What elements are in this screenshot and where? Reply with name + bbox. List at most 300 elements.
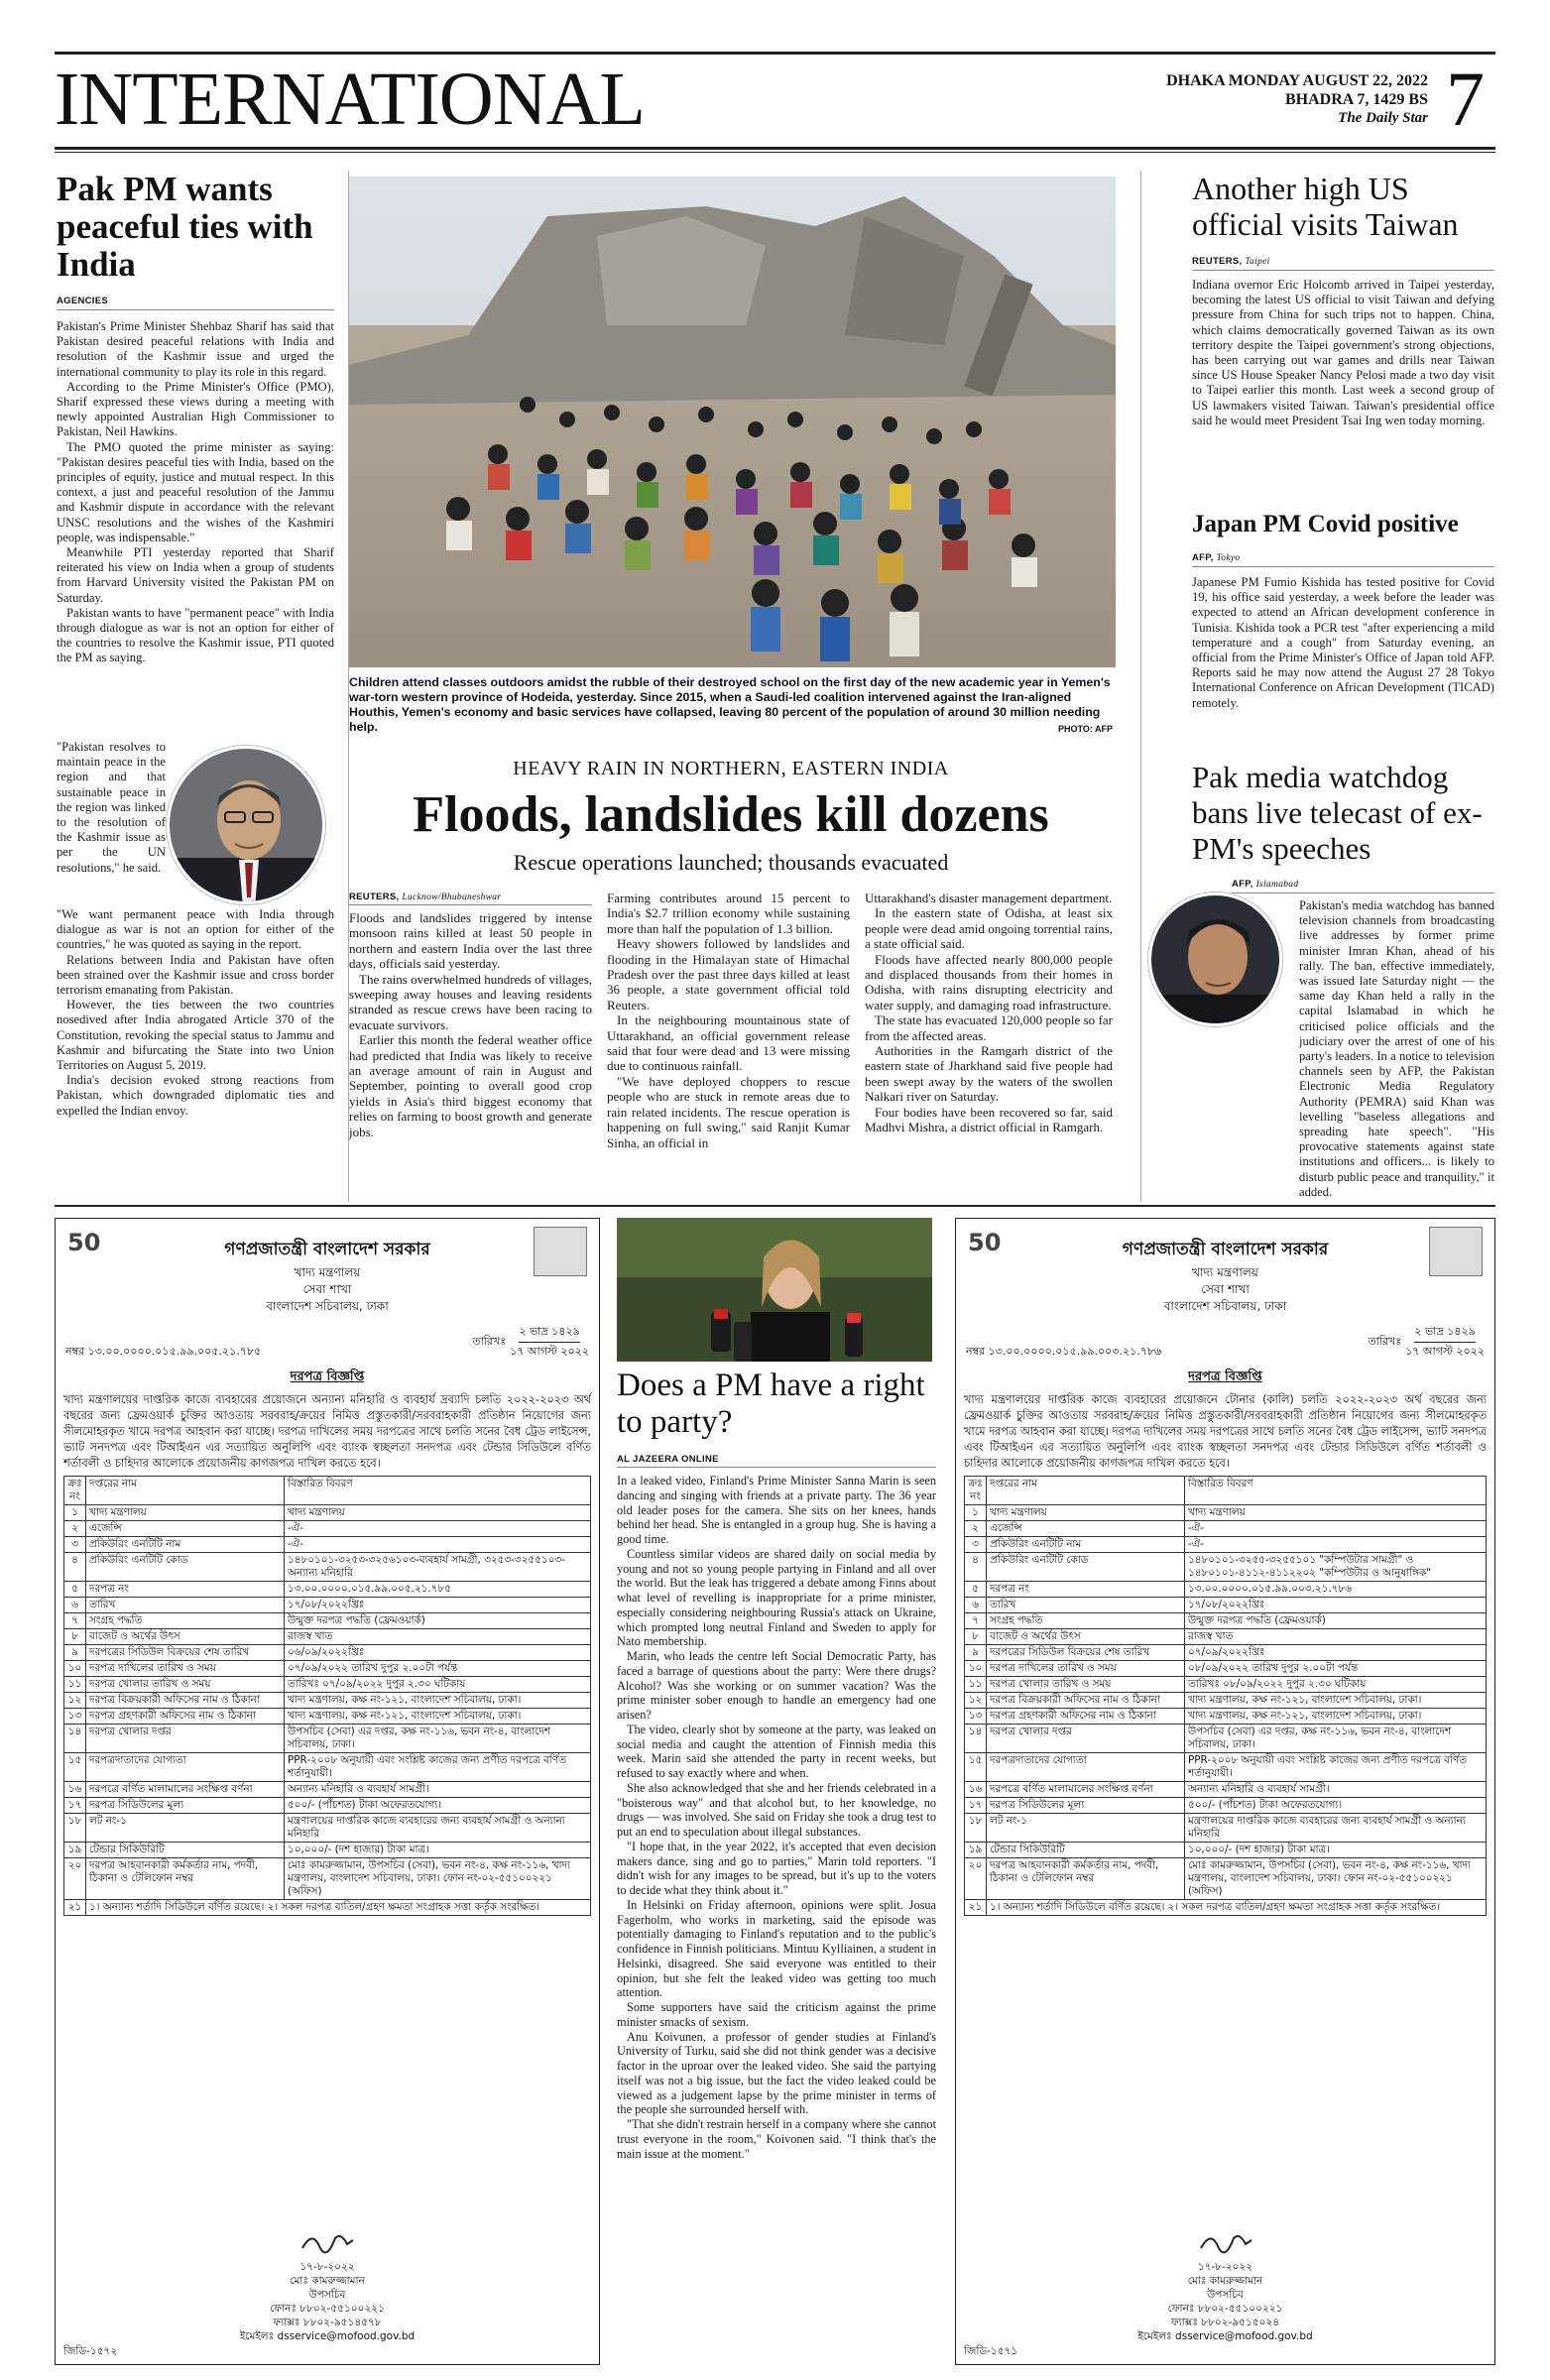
floods-paragraph: "We have deployed choppers to rescue people who are stuck in remote areas due to rain related incidents. The rescue operation is happening on full swing," said Ranjit Kumar Sinha, an official in [607,1073,850,1150]
row-number: ৯ [965,1645,987,1661]
row-item: প্রকিউরিং এনটিটি কোড [987,1553,1185,1582]
table-row [64,1645,591,1661]
table-row [965,1693,1487,1709]
finland-paragraph: In Helsinki on Friday afternoon, opinions were split. Josua Fagerholm, who works in marketing, said the episode was potentially damaging to Finland's reputation and to the public's confidence in Finnish politicians. Mintuu Kylliainen, a student in Helsinki, disagreed. She said everyone was entitled to their opinion, but she felt the leaked video was getting too much attention. [617,1897,936,2000]
branch-name: সেবা শাখা [1201,1282,1250,1296]
pak-pm-headline: Pak PM wants peaceful ties with India [57,170,313,284]
row-item: দরপত্র আহবানকারী কর্মকর্তার নাম, পদবী, ঠিকানা ও টেলিফোন নম্বর [987,1858,1185,1900]
japan-paragraph: Japanese PM Fumio Kishida has tested positive for Covid 19, his office said yesterday, a week before the leader was expected to attend an African development conference in Tunisia. Kishida took a PCR test "after experiencing a mild temperature and a cough" from Saturday evening, an official from the Prime Minister's Office of Japan told AFP. Reports said he may now attend the August 27 28 Tokyo International Conference on African Development (TICAD) remotely. [1192,575,1494,710]
tender-table [964,1476,1487,1916]
header-no: ক্রঃ নং [965,1477,987,1505]
photo-credit: PHOTO: AFP [1057,724,1113,734]
portrait-image [1151,895,1282,1026]
notice-intro: খাদ্য মন্ত্রণালয়ের দাপ্তরিক কাজে ব্যবহারের প্রয়োজনে টোনার (কালি) চলতি ২০২২-২০২৩ অর্থ বছরের জন্য ফ্রেমওয়ার্ক চুক্তির আওতায় সরবরাহ/ক্রয়ের নিমিত্ত প্রস্তুতকারী/সরবরাহকারী প্রতিষ্ঠান নিয়োগের জন্য সীলমোহরকৃত খামে দরপত্র আহবান করা যাচ্ছে। দরপত্র দাখিলের সময় দরপত্রের সাথে চলতি সনের বৈধ ট্রেড লাইসেন্স, ভ্যাট সনদপত্র এবং টিআইএন এর সত্যায়িত অনুলিপি এবং ব্যাংক স্বচ্ছলতা সনদপত্র এবং টেন্ডার সিডিউলে বর্ণিত শর্তাবলী ও চাহিদার আলোকে প্রয়োজনীয় কাগজপত্র দাখিল করতে হবে। [964,1393,1487,1470]
finland-paragraph: Countless similar videos are shared daily on social media by young and not so young people partying in Finland and all over the world. But the leak has triggered a debate among Finns about what level of revelling is inappropriate for a prime minister, especially considering neighbouring Russia's attack on Ukraine, which prompted long neutral Finland and Sweden to apply for Nato membership. [617,1546,936,1649]
paper-logo: The Daily Star [1338,110,1428,126]
government-title: গণপ্রজাতন্ত্রী বাংলাদেশ সরকার [224,1240,430,1259]
row-detail: মোঃ কামরুজ্জামান, উপসচিব (সেবা), ভবন নং-৪, কক্ষ নং-১১৬, খাদ্য মন্ত্রণালয়, বাংলাদেশ সচিবালয়, ঢাকা। ফোন নং-০২-৫৫১০০২২১ (অফিস) [1185,1858,1487,1900]
row-item: টেন্ডার সিকিউরিটি [86,1843,285,1858]
row-item: এজেন্সি [86,1521,285,1537]
row-item: বাজেট ও অর্থের উৎস [86,1629,285,1645]
byline-rule [617,1467,936,1468]
table-row [965,1598,1487,1613]
mujib-portrait [534,1227,587,1276]
floods-paragraph: Four bodies have been recovered so far, said Madhvi Mishra, a district official in Ramgarh. [865,1104,1113,1135]
row-detail: খাদ্য মন্ত্রণালয়, কক্ষ নং-১২১, বাংলাদেশ সচিবালয়, ঢাকা। [285,1693,591,1709]
tender-notice-left [55,1218,600,2365]
ministry-name: খাদ্য মন্ত্রণালয় [294,1265,361,1279]
table-row [64,1709,591,1725]
row-detail: -ঐ- [285,1537,591,1553]
table-row [965,1814,1487,1843]
row-item: দরপত্র খোলার দপ্তর [86,1725,285,1753]
office-address: বাংলাদেশ সচিবালয়, ঢাকা [266,1299,389,1313]
row-detail: ১০,০০০/- (দশ হাজার) টাকা মাত্র। [1185,1843,1487,1858]
pak-pm-paragraph: "We want permanent peace with India through dialogue as war is not an option for either of the countries," he was quoted as saying in the report. [57,907,334,952]
row-detail: খাদ্য মন্ত্রণালয়, কক্ষ নং-১২১, বাংলাদেশ সচিবালয়, ঢাকা। [1185,1693,1487,1709]
row-number: ১০ [64,1661,86,1677]
row-item: তারিখ [987,1598,1185,1613]
row-number: ১৭ [965,1798,987,1814]
row-detail: ১৪৮০১০১-৩২৫৫-৩২৫৫১০১ "কম্পিউটার সামগ্রী" ও ১৪৮০১০১-৪১১২-৪১১২২০২ "কম্পিউটার ও আনুষাঙ্গিক" [1185,1553,1487,1582]
table-row [965,1782,1487,1798]
row-number: ৮ [965,1629,987,1645]
yemen-caption: Children attend classes outdoors amidst the rubble of their destroyed school on the first day of the new academic year in Yemen's war-torn western province of Hodeida, yesterday. Since 2015, when a Saudi-led coalition intervened against the Iran-aligned Houthis, Yemen's economy and basic services have collapsed, leaving 80 percent of the population of around 30 million needing help. [349,675,1111,734]
row-number: ১৩ [965,1709,987,1725]
row-number: ২০ [965,1858,987,1900]
floods-paragraph: In the neighbouring mountainous state of Uttarakhand, an official government release said that four were dead and 13 were missing due to continuous rainfall. [607,1012,850,1074]
table-row [965,1629,1487,1645]
row-item: দরপত্র খোলার তারিখ ও সময় [987,1677,1185,1693]
floods-agency: REUTERS, [349,892,400,902]
table-row [965,1521,1487,1537]
floods-dateline: Lucknow/Bhubaneshwar [402,892,502,902]
row-detail: মন্ত্রণালয়ের দাপ্তরিক কাজে ব্যবহারের জন্য ব্যবহার্য সামগ্রী ও অন্যান্য মনিহারি [1185,1814,1487,1843]
notice-title: দরপত্র বিজ্ঞপ্তি [290,1369,365,1384]
row-detail: ০৭/০৯/২০২২ তারিখ দুপুর ২.০০টা পর্যন্ত [285,1661,591,1677]
row-number: ৯ [64,1645,86,1661]
signature-block [956,2228,1494,2343]
row-item: দরপত্রের সিডিউল বিক্রয়ের শেষ তারিখ [987,1645,1185,1661]
table-row [64,1843,591,1858]
table-row [64,1677,591,1693]
row-item: খাদ্য মন্ত্রণালয় [987,1505,1185,1521]
sanna-marin-photo [617,1218,932,1362]
row-number: ২০ [64,1858,86,1900]
memo-number: নম্বর ১৩.০০.০০০০.০১৫.৯৯.০০৩.২১.৭৮৬ [966,1345,1162,1358]
dateline-date: DHAKA MONDAY AUGUST 22, 2022 [1166,72,1428,89]
pak-pm-byline: AGENCIES [57,296,109,306]
header-detail: বিস্তারিত বিবরণ [285,1477,591,1505]
row-item: ১। অন্যান্য শর্তাদি সিডিউলে বর্ণিত রয়েছে। ২। সকল দরপত্র বাতিল/গ্রহণ ক্ষমতা সংগ্রাহক সত্তা কর্তৃক সংরক্ষিত। [987,1900,1487,1916]
row-number: ৫ [64,1582,86,1598]
office-address: বাংলাদেশ সচিবালয়, ঢাকা [1163,1299,1287,1313]
table-row [64,1725,591,1753]
date-bengali: ২ ভাদ্র ১৪২৯ [519,1323,579,1343]
finland-paragraph: Marin, who leads the centre left Social Democratic Party, has faced a barrage of questions about the party: Were there drugs? Alcohol? Was she working or on summer vacation? Was the prime minister sober enough to handle an emergency had one arisen? [617,1649,936,1722]
japan-byline [1192,552,1240,563]
yemen-school-photo [349,177,1116,667]
table-row [64,1582,591,1598]
row-detail: অন্যান্য মনিহারি ও ব্যবহার্য সামগ্রী। [285,1782,591,1798]
pak-pm-paragraph: Pakistan wants to have "permanent peace" with India through dialogue as war is not an option for either of the countries to resolve the Kashmir issue, PTI quoted the PM as saying. [57,605,334,665]
row-number: ১ [965,1505,987,1521]
row-item: লট নং-১ [987,1814,1185,1843]
masthead-rule [55,147,1495,150]
row-number: ১৯ [965,1843,987,1858]
row-item: দরপত্র গ্রহণকারী অফিসের নাম ও ঠিকানা [86,1709,285,1725]
row-item: এজেন্সি [987,1521,1185,1537]
row-item: দরপত্রের সিডিউল বিক্রয়ের শেষ তারিখ [86,1645,285,1661]
finland-paragraph: The video, clearly shot by someone at the party, was leaked on social media and caught the attention of Finnish media this week. Marin said she attended the party in recent weeks, but refused to say exactly where and when. [617,1722,936,1780]
row-detail: উপসচিব (সেবা) এর দপ্তর, কক্ষ নং-১১৬, ভবন নং-৪, বাংলাদেশ সচিবালয়, ঢাকা। [1185,1725,1487,1753]
row-item: দরপত্র দাখিলের তারিখ ও সময় [86,1661,285,1677]
pemra-body [1299,898,1494,1200]
row-detail: ১৪৮০১০১-৩২৫৩-৩২৫৬১০৩-ব্যবহার্য সামগ্রী, ৩২৫৩-৩২৫৫১০৩-অন্যান্য মনিহারি [285,1553,591,1582]
finland-paragraph: Some supporters have said the criticism against the prime minister smacks of sexism. [617,2000,936,2029]
table-row [64,1858,591,1900]
pak-pm-paragraph: However, the ties between the two countries nosedived after India abrogated Article 370 of the Constitution, revoking the special status to Jammu and Kashmir and bifurcating the State into two Union Territories on August 5, 2019. [57,998,334,1073]
table-row [965,1709,1487,1725]
photo-image [349,177,1116,667]
table-row [64,1613,591,1629]
jubilee-logo: 50 [968,1229,1002,1256]
signature-block [56,2228,599,2343]
japan-dateline: Tokyo [1216,553,1241,563]
header-item: দপ্তরের নাম [987,1477,1185,1505]
pemra-agency: AFP, [1232,879,1253,890]
row-detail: ১৩.০০.০০০০.০১৫.৯৯.০০৩.২১.৭৮৬ [1185,1582,1487,1598]
pak-pm-body [57,319,334,666]
tender-table [63,1476,591,1916]
date-english: ১৭ আগস্ট ২০২২ [1405,1345,1485,1358]
byline-rule [1192,270,1494,271]
table-row [64,1900,591,1916]
tender-notice-right [955,1218,1495,2365]
taiwan-byline [1192,256,1270,267]
row-item: দরপত্র দাখিলের তারিখ ও সময় [987,1661,1185,1677]
header-detail: বিস্তারিত বিবরণ [1185,1477,1487,1505]
table-row [965,1613,1487,1629]
table-row [64,1505,591,1521]
table-row [64,1753,591,1782]
pak-pm-paragraph: Pakistan's Prime Minister Shehbaz Sharif has said that Pakistan desired peaceful relations with India and resolution of the Kashmir issue and urged the international community to play its role in this regard. [57,319,334,379]
signatory-phone: ফোনঃ ৮৮০২-৫৫১০০২২১ [1167,2303,1283,2315]
date-bengali: ২ ভাদ্র ১৪২৯ [1414,1323,1475,1343]
row-item: বাজেট ও অর্থের উৎস [987,1629,1185,1645]
row-number: ১৮ [965,1814,987,1843]
row-number: ১৪ [64,1725,86,1753]
row-detail: ১০,০০০/- (দশ হাজার) টাকা মাত্র। [285,1843,591,1858]
byline-rule [1192,566,1494,567]
masthead-rule-thin [55,152,1495,153]
pemra-dateline: Islamabad [1255,880,1299,890]
signatory-title: উপসচিব [1207,2289,1244,2301]
row-number: ১৫ [64,1753,86,1782]
floods-paragraph: Uttarakhand's disaster management department. [865,891,1113,905]
signature-image [1196,2228,1255,2256]
table-row [965,1858,1487,1900]
pak-pm-body-cont [57,907,334,1119]
row-detail: PPR-২০০৮ অনুযায়ী এবং সংশ্লিষ্ট কাজের জন্য প্রণীত দরপত্রে বর্ণিত শর্তানুযায়ী। [285,1753,591,1782]
row-detail: -ঐ- [285,1521,591,1537]
row-item: দরপত্রে বর্ণিত মালামালের সংক্ষিপ্ত বর্ণনা [86,1782,285,1798]
row-number: ২১ [64,1900,86,1916]
row-item: দরপত্র বিক্রয়কারী অফিসের নাম ও ঠিকানা [987,1693,1185,1709]
row-detail: মোঃ কামরুজ্জামান, উপসচিব (সেবা), ভবন নং-৪, কক্ষ নং-১১৬, খাদ্য মন্ত্রণালয়, বাংলাদেশ সচিবালয়, ঢাকা। ফোন নং-০২-৫৫১০০২২১ (অফিস) [285,1858,591,1900]
floods-paragraph: Earlier this month the federal weather office had predicted that India was likely to receive an average amount of rain in August and September, pointing to overall good crop yields in Asia's third biggest economy that relies on farming to boost growth and generate jobs. [349,1032,592,1139]
row-number: ১৪ [965,1725,987,1753]
memo-line [56,1323,599,1362]
row-detail: উপসচিব (সেবা) এর দপ্তর, কক্ষ নং-১১৬, ভবন নং-৪, বাংলাদেশ সচিবালয়, ঢাকা। [285,1725,591,1753]
row-number: ১৬ [64,1782,86,1798]
floods-col-3 [865,891,1113,1135]
finland-headline: Does a PM have a right to party? [617,1368,925,1440]
byline-rule [349,904,592,905]
shehbaz-sharif-photo [167,746,325,904]
finland-paragraph: "I hope that, in the year 2022, it's accepted that even decision makers dance, sing and go to parties," Marin told reporters. "I didn't wish for any images to be spread, but it's up to the voters to decide what they think about it." [617,1839,936,1897]
row-item: দরপত্রদাতাদের যোগ্যতা [987,1753,1185,1782]
floods-paragraph: The rains overwhelmed hundreds of villages, sweeping away houses and leaving residents stranded as rescue crews have been racing to evacuate survivors. [349,971,592,1032]
row-number: ৬ [64,1598,86,1613]
floods-paragraph: Authorities in the Ramgarh district of the eastern state of Jharkhand said five people had been swept away by the waters of the swollen Nalkari river on Saturday. [865,1043,1113,1105]
row-number: ৪ [64,1553,86,1582]
row-number: ৫ [965,1582,987,1598]
pemra-byline [1232,879,1298,890]
gd-code: জিডি-১৫৭১ [964,2345,1018,2357]
table-row [64,1782,591,1798]
row-number: ১১ [64,1677,86,1693]
floods-kicker: HEAVY RAIN IN NORTHERN, EASTERN INDIA [513,758,949,779]
table-header [965,1477,1487,1505]
row-detail: ০৮/০৯/২০২২ তারিখ দুপুর ২.০০টা পর্যন্ত [1185,1661,1487,1677]
pak-pm-body-wrap [57,740,166,876]
row-number: ২১ [965,1900,987,1916]
section-title: INTERNATIONAL [55,58,645,141]
table-row [965,1645,1487,1661]
row-number: ১ [64,1505,86,1521]
finland-paragraph: She also acknowledged that she and her friends celebrated in a "boisterous way" and that alcohol but, to her knowledge, no drugs — was involved. She said on Friday she took a drug test to put an end to speculation about illegal substances. [617,1780,936,1839]
notice-title: দরপত্র বিজ্ঞপ্তি [1188,1369,1262,1384]
row-number: ৭ [64,1613,86,1629]
table-row [64,1521,591,1537]
floods-col-1 [349,910,592,1139]
row-number: ১৭ [64,1798,86,1814]
date-label: তারিখঃ [472,1335,507,1348]
signatory-fax: ফ্যাক্সঃ ৮৮০২-৯৫১৪৫৭৮ [273,2317,382,2328]
notice-intro: খাদ্য মন্ত্রণালয়ের দাপ্তরিক কাজে ব্যবহারের প্রয়োজনে অন্যান্য মনিহারি ও ব্যবহার্য দ্রব্যাদি চলতি ২০২২-২০২৩ অর্থ বছরের জন্য ফ্রেমওয়ার্ক চুক্তির আওতায় সরবরাহ/ক্রয়ের নিমিত্ত প্রস্তুতকারী/সরবরাহকারী প্রতিষ্ঠান নিয়োগের জন্য সীলমোহরকৃত খামে দরপত্র আহবান করা যাচ্ছে। দরপত্র দাখিলের সময় দরপত্রের সাথে চলতি সনের বৈধ ট্রেড লাইসেন্স, ভ্যাট সনদপত্র এবং টিআইএন এর সত্যায়িত অনুলিপি এবং ব্যাংক স্বচ্ছলতা সনদপত্র এবং টেন্ডার সিডিউলে বর্ণিত শর্তাবলী ও চাহিদার আলোকে প্রয়োজনীয় কাগজপত্র দাখিল করতে হবে। [63,1393,591,1470]
row-item: দরপত্র নং [86,1582,285,1598]
taiwan-agency: REUTERS, [1192,256,1243,267]
row-item: তারিখ [86,1598,285,1613]
mujib-portrait [1429,1227,1483,1276]
table-row [965,1753,1487,1782]
row-detail: খাদ্য মন্ত্রণালয় [285,1505,591,1521]
floods-deck: Rescue operations launched; thousands evacuated [513,850,949,875]
signatory-name: মোঃ কামরুজ্জামান [290,2275,365,2287]
row-detail: ১৭/০৮/২০২২খ্রিঃ [1185,1598,1487,1613]
row-detail: উন্মুক্ত দরপত্র পদ্ধতি (ফ্রেমওয়ার্ক) [1185,1613,1487,1629]
taiwan-paragraph: Indiana overnor Eric Holcomb arrived in Taipei yesterday, becoming the latest US official to visit Taiwan and defying pressure from China for such trips not to happen. China, which claims democratically governed Taiwan as its own territory despite the Taipei government's strong objections, has been carrying out war games and drills near Taiwan since US House Speaker Nancy Pelosi made a two day visit to Taipei earlier this month. Last week a second group of US lawmakers visited Taiwan. Taiwan's presidential office said he would meet President Tsai Ing wen today morning. [1192,278,1494,427]
row-item: সংগ্রহ পদ্ধতি [86,1613,285,1629]
table-row [64,1553,591,1582]
gd-code: জিডি-১৫৭২ [63,2345,118,2357]
finland-paragraph: Anu Koivunen, a professor of gender studies at Finland's University of Turku, said she did not think gender was a decisive factor in the uproar over the leaked video. She said the partying itself was not a big issue, but the fact the video leaked could be viewed as a judgement lapse by the prime minister in terms of the people she surrounded herself with. [617,2029,936,2117]
pak-pm-paragraph: Relations between India and Pakistan have often been strained over the Kashmir issue and cross border terrorism emanating from Pakistan. [57,952,334,998]
floods-headline: Floods, landslides kill dozens [413,786,1049,843]
pemra-headline: Pak media watchdog bans live telecast of ex-PM's speeches [1192,760,1483,866]
pak-pm-paragraph: According to the Prime Minister's Office (PMO), Sharif expressed these views during a meeting with newly appointed Australian High Commissioner to Pakistan, Neil Hawkins. [57,379,334,439]
row-detail: ০৭/০৯/২০২২খ্রিঃ [1185,1645,1487,1661]
memo-line [956,1323,1494,1362]
row-number: ১৬ [965,1782,987,1798]
top-rule [55,52,1495,55]
row-detail: ৫০০/- (পাঁচশত) টাকা অফেরতযোগ্য। [1185,1798,1487,1814]
row-number: ৬ [965,1598,987,1613]
memo-number: নম্বর ১৩.০০.০০০০.০১৫.৯৯.০০৫.২১.৭৮৫ [65,1345,262,1358]
row-detail: ১৩.০০.০০০০.০১৫.৯৯.০০৫.২১.৭৮৫ [285,1582,591,1598]
row-detail: PPR-২০০৮ অনুযায়ী এবং সংশ্লিষ্ট কাজের জন্য প্রণীত দরপত্রে বর্ণিত শর্তানুযায়ী। [1185,1753,1487,1782]
signatory-title: উপসচিব [308,2289,346,2301]
date-english: ১৭ আগস্ট ২০২২ [510,1345,589,1358]
row-item: দরপত্র বিক্রয়কারী অফিসের নাম ও ঠিকানা [86,1693,285,1709]
floods-byline [349,892,501,902]
row-number: ২ [965,1521,987,1537]
japan-body [1192,575,1494,711]
row-detail: রাজস্ব খাত [1185,1629,1487,1645]
row-number: ১১ [965,1677,987,1693]
finland-paragraph: In a leaked video, Finland's Prime Minister Sanna Marin is seen dancing and singing with friends at a private party. The 36 year old leader poses for the camera. She sits on her knees, hands behind her head. She is entangled in a group hug. She is having a good time. [617,1474,936,1546]
floods-paragraph: Floods and landslides triggered by intense monsoon rains killed at least 50 people in northern and eastern India over the last three days, officials said yesterday. [349,910,592,972]
taiwan-dateline: Taipei [1245,257,1270,267]
dateline-bengali: BHADRA 7, 1429 BS [1284,91,1428,108]
photo-image [617,1218,932,1362]
row-number: ১০ [965,1661,987,1677]
floods-paragraph: Floods have affected nearly 800,000 people and displaced thousands from their homes in Odisha, with rains disrupting electricity and water supply, and damaging road infrastructure. [865,951,1113,1012]
row-number: ১৯ [64,1843,86,1858]
row-number: ২ [64,1521,86,1537]
table-row [64,1693,591,1709]
floods-paragraph: The state has evacuated 120,000 people so far from the affected areas. [865,1012,1113,1043]
row-detail: খাদ্য মন্ত্রণালয়, কক্ষ নং-১২১, বাংলাদেশ সচিবালয়, ঢাকা। [1185,1709,1487,1725]
row-item: ১। অন্যান্য শর্তাদি সিডিউলে বর্ণিত রয়েছে। ২। সকল দরপত্র বাতিল/গ্রহণ ক্ষমতা সংগ্রাহক সত্তা কর্তৃক সংরক্ষিত। [86,1900,591,1916]
pemra-paragraph: Pakistan's media watchdog has banned television channels from broadcasting live addresses by former prime minister Imran Khan, ahead of his rally. The ban, effective immediately, was issued late Saturday night — the same day Khan held a rally in the capital Islamabad in which he criticised police officials and the judiciary over the arrest of one of his party's leaders. In a notice to television channels seen by AFP, the Pakistan Electronic Media Regulatory Authority (PEMRA) said Khan was levelling "baseless allegations and spreading hate speech". "His provocative statements against state institutions and officers... is likely to disturb public peace and tranquility," it added. [1299,898,1494,1199]
table-row [64,1598,591,1613]
floods-paragraph: Farming contributes around 15 percent to India's $2.7 trillion economy while sustaining more than half the population of 1.3 billion. [607,891,850,936]
branch-name: সেবা শাখা [302,1282,352,1296]
table-row [64,1629,591,1645]
portrait-image [170,749,325,904]
memo-date [472,1323,589,1362]
row-number: ১২ [64,1693,86,1709]
dateline [1160,71,1428,128]
row-detail: -ঐ- [1185,1521,1487,1537]
table-row [64,1798,591,1814]
row-detail: ০৬/০৯/২০২২খ্রিঃ [285,1645,591,1661]
table-row [965,1900,1487,1916]
imran-khan-photo [1148,892,1282,1026]
signature-date: ১৭-৮-২০২২ [299,2261,355,2273]
row-item: দরপত্রদাতাদের যোগ্যতা [86,1753,285,1782]
row-number: ৪ [965,1553,987,1582]
header-no: ক্রঃ নং [64,1477,86,1505]
row-item: দরপত্র খোলার দপ্তর [987,1725,1185,1753]
table-row [965,1661,1487,1677]
table-row [64,1537,591,1553]
row-item: প্রকিউরিং এনটিটি নাম [987,1537,1185,1553]
taiwan-body [1192,278,1494,428]
signatory-email: ইমেইলঃ dsservice@mofood.gov.bd [239,2330,416,2342]
signatory-name: মোঃ কামরুজ্জামান [1187,2275,1263,2287]
floods-paragraph: Heavy showers followed by landslides and flooding in the Himalayan state of Himachal Pradesh over the past three days killed at least 36 people, a state government official told Reuters. [607,936,850,1012]
jubilee-logo: 50 [67,1229,101,1256]
floods-col-2 [607,891,850,1150]
table-header [64,1477,591,1505]
row-detail: ৫০০/- (পাঁচশত) টাকা অফেরতযোগ্য। [285,1798,591,1814]
row-detail: ১৭/০৮/২০২২খ্রিঃ [285,1598,591,1613]
row-number: ৩ [64,1537,86,1553]
header-item: দপ্তরের নাম [86,1477,285,1505]
section-rule [55,1205,1495,1207]
signature-date: ১৭-৮-২০২২ [1197,2261,1253,2273]
finland-paragraph: "That she didn't restrain herself in a company where she cannot trust everyone in the room," Koivonen said. "I think that's the main issue at the moment." [617,2117,936,2161]
signatory-phone: ফোনঃ ৮৮০২-৫৫১০০২২১ [270,2303,385,2315]
row-item: দরপত্র নং [987,1582,1185,1598]
memo-date [1368,1323,1485,1362]
table-row [64,1814,591,1843]
row-item: দরপত্র খোলার তারিখ ও সময় [86,1677,285,1693]
row-detail: তারিখঃ ০৭/০৯/২০২২ দুপুর ২.৩০ ঘটিকায় [285,1677,591,1693]
table-row [64,1661,591,1677]
table-row [965,1798,1487,1814]
table-row [965,1843,1487,1858]
row-number: ১৩ [64,1709,86,1725]
floods-paragraph: In the eastern state of Odisha, at least six people were dead amid ongoing torrential rains, a state official said. [865,905,1113,952]
row-item: দরপত্র আহবানকারী কর্মকর্তার নাম, পদবী, ঠিকানা ও টেলিফোন নম্বর [86,1858,285,1900]
byline-rule [57,309,334,310]
finland-body [617,1474,936,2161]
row-detail: রাজস্ব খাত [285,1629,591,1645]
pak-pm-paragraph: The PMO quoted the prime minister as saying: "Pakistan desires peaceful ties with India, based on the principles of equity, justice and mutual respect. In this context, a just and peaceful resolution of the Jammu and Kashmir dispute in accordance with the relevant UNSC resolutions and the wishes of the Kashmiri people, was indispensable." [57,439,334,544]
row-detail: অন্যান্য মনিহারি ও ব্যবহার্য সামগ্রী। [1185,1782,1487,1798]
row-item: প্রকিউরিং এনটিটি নাম [86,1537,285,1553]
japan-headline: Japan PM Covid positive [1192,511,1459,537]
row-number: ১৫ [965,1753,987,1782]
row-detail: তারিখঃ ০৮/০৯/২০২২ দুপুর ২.৩০ ঘটিকায় [1185,1677,1487,1693]
finland-byline: AL JAZEERA ONLINE [617,1454,719,1465]
ministry-name: খাদ্য মন্ত্রণালয় [1192,1265,1258,1279]
table-row [965,1677,1487,1693]
row-item: সংগ্রহ পদ্ধতি [987,1613,1185,1629]
government-title: গণপ্রজাতন্ত্রী বাংলাদেশ সরকার [1122,1240,1329,1259]
row-detail: খাদ্য মন্ত্রণালয়, কক্ষ নং-১২১, বাংলাদেশ সচিবালয়, ঢাকা। [285,1709,591,1725]
row-item: প্রকিউরিং এনটিটি কোড [86,1553,285,1582]
row-detail: -ঐ- [1185,1537,1487,1553]
row-item: খাদ্য মন্ত্রণালয় [86,1505,285,1521]
row-number: ৮ [64,1629,86,1645]
row-item: দরপত্র সিডিউলের মূল্য [86,1798,285,1814]
row-detail: মন্ত্রণালয়ের দাপ্তরিক কাজে ব্যবহারের জন্য ব্যবহার্য সামগ্রী ও অন্যান্য মনিহারি [285,1814,591,1843]
table-row [965,1537,1487,1553]
table-row [965,1553,1487,1582]
table-row [965,1505,1487,1521]
page-number: 7 [1446,56,1485,142]
table-row [965,1582,1487,1598]
signatory-fax: ফ্যাক্সঃ ৮৮০২-৯৫১৫০২৪ [1170,2317,1280,2328]
row-item: টেন্ডার সিকিউরিটি [987,1843,1185,1858]
byline-rule [1232,892,1494,893]
signature-image [298,2228,357,2256]
